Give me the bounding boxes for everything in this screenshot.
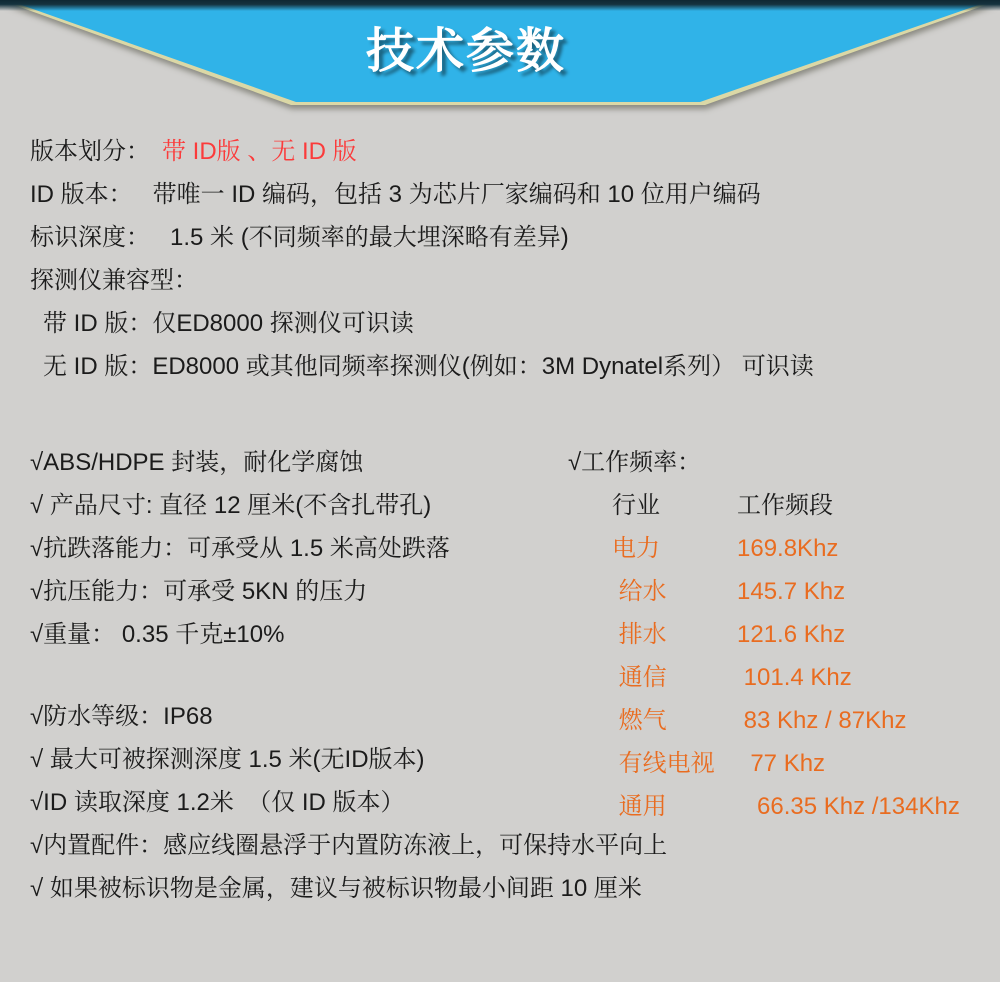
band-cell: 83 Khz / 87Khz (737, 707, 907, 734)
top-bar (0, 0, 1000, 11)
page-title: 技术参数 (365, 25, 566, 78)
industry-cell: 电力 (612, 535, 660, 562)
industry-cell: 有线电视 (612, 750, 715, 777)
version-value: 带 ID版 、无 ID 版 (162, 138, 357, 165)
industry-cell: 给水 (612, 578, 667, 605)
feature-line-builtin: √内置配件：感应线圈悬浮于内置防冻液上，可保持水平向上 (30, 832, 668, 859)
frequency-heading: √工作频率： (568, 449, 702, 476)
spec-line-compatibility: 探测仪兼容型： (30, 267, 198, 294)
feature-line-size: √ 产品尺寸: 直径 12 厘米(不含扎带孔) (30, 492, 432, 519)
industry-cell: 燃气 (612, 707, 667, 734)
frequency-row-power (568, 527, 960, 570)
column-header-industry: 行业 (612, 492, 660, 519)
band-cell: 169.8Khz (737, 535, 839, 562)
frequency-header-row (568, 484, 960, 527)
band-cell: 101.4 Khz (737, 664, 852, 691)
spec-line-without-id: 无 ID 版：ED8000 或其他同频率探测仪(例如：3M Dynatel系列） 可识读 (43, 353, 814, 380)
feature-line-pressure: √抗压能力：可承受 5KN 的压力 (30, 578, 368, 605)
frequency-row-general (568, 785, 960, 828)
feature-line-waterproof: √防水等级：IP68 (30, 703, 213, 730)
spec-line-mark-depth: 标识深度： 1.5 米 (不同频率的最大埋深略有差异) (30, 224, 569, 251)
band-cell: 121.6 Khz (737, 621, 846, 648)
column-header-band: 工作频段 (737, 492, 833, 519)
band-cell: 77 Khz (737, 750, 826, 777)
content-area (30, 130, 980, 910)
intro-section (30, 130, 980, 388)
feature-line-weight: √重量： 0.35 千克±10% (30, 621, 285, 648)
frequency-table (568, 441, 960, 828)
frequency-row-gas (568, 699, 960, 742)
frequency-row-telecom (568, 656, 960, 699)
industry-cell: 通用 (612, 793, 667, 820)
frequency-row-water-supply (568, 570, 960, 613)
band-cell: 66.35 Khz /134Khz (737, 793, 960, 820)
spec-line-with-id: 带 ID 版：仅ED8000 探测仪可识读 (43, 310, 414, 337)
spec-line-version (30, 130, 980, 173)
frequency-row-cable-tv (568, 742, 960, 785)
feature-line-drop: √抗跌落能力：可承受从 1.5 米高处跌落 (30, 535, 450, 562)
industry-cell: 通信 (612, 664, 667, 691)
header-banner (0, 0, 1000, 118)
feature-line-material: √ABS/HDPE 封装，耐化学腐蚀 (30, 449, 364, 476)
spec-line-id-version: ID 版本： 带唯一 ID 编码，包括 3 为芯片厂家编码和 10 位用户编码 (30, 181, 761, 208)
frequency-row-drainage (568, 613, 960, 656)
feature-line-metal-gap: √ 如果被标识物是金属，建议与被标识物最小间距 10 厘米 (30, 875, 642, 902)
band-cell: 145.7 Khz (737, 578, 846, 605)
feature-line-read-depth: √ID 读取深度 1.2米 （仅 ID 版本） (30, 789, 405, 816)
feature-line-detect-depth: √ 最大可被探测深度 1.5 米(无ID版本) (30, 746, 425, 773)
industry-cell: 排水 (612, 621, 667, 648)
version-label: 版本划分： (30, 138, 150, 165)
